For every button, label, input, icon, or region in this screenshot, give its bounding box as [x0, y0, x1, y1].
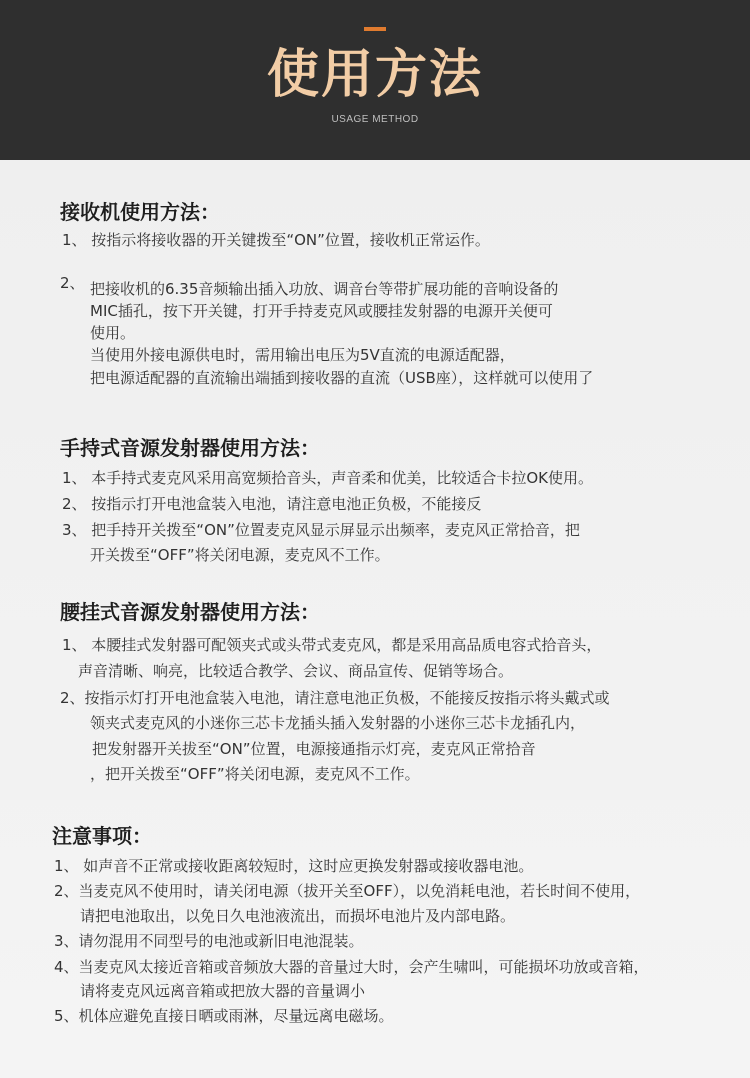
- receiver-line-4: 使用。: [90, 324, 136, 342]
- receiver-line-1: 1、 按指示将接收器的开关键拨至“ON”位置，接收机正常运作。: [62, 231, 490, 249]
- belt-line-6: ，把开关拨至“OFF”将关闭电源，麦克风不工作。: [90, 765, 420, 783]
- notes-line-2: 2、当麦克风不使用时，请关闭电源（拔开关至OFF），以免消耗电池，若长时间不使用，: [54, 882, 641, 900]
- page-title: 使用方法: [266, 45, 483, 105]
- receiver-line-5: 当使用外接电源供电时，需用输出电压为5V直流的电源适配器，: [90, 346, 515, 364]
- handheld-line-2: 2、 按指示打开电池盒装入电池，请注意电池正负极，不能接反: [62, 495, 482, 513]
- belt-line-4: 领夹式麦克风的小迷你三芯卡龙插头插入发射器的小迷你三芯卡龙插孔内，: [90, 714, 586, 732]
- handheld-heading: 手持式音源发射器使用方法：: [60, 436, 320, 460]
- receiver-heading: 接收机使用方法：: [60, 200, 220, 224]
- notes-line-3: 请把电池取出，以免日久电池液流出，而损坏电池片及内部电路。: [80, 907, 516, 925]
- belt-heading: 腰挂式音源发射器使用方法：: [60, 600, 320, 624]
- notes-line-6: 请将麦克风远离音箱或把放大器的音量调小: [80, 982, 366, 1000]
- receiver-line-6: 把电源适配器的直流输出端插到接收器的直流（USB座），这样就可以使用了: [90, 369, 594, 387]
- receiver-line-3: MIC插孔，按下开关键，打开手持麦克风或腰挂发射器的电源开关便可: [90, 302, 553, 320]
- notes-line-1: 1、 如声音不正常或接收距离较短时，这时应更换发射器或接收器电池。: [54, 857, 534, 875]
- belt-line-1: 1、 本腰挂式发射器可配领夹式或头带式麦克风，都是采用高品质电容式拾音头，: [62, 636, 602, 654]
- belt-line-3: 2、按指示灯打开电池盒装入电池，请注意电池正负极，不能接反按指示将头戴式或: [60, 689, 610, 707]
- notes-line-7: 5、机体应避免直接日晒或雨淋，尽量远离电磁场。: [54, 1007, 394, 1025]
- belt-line-2: 声音清晰、响亮，比较适合教学、会议、商品宣传、促销等场合。: [78, 662, 514, 680]
- notes-heading: 注意事项：: [52, 824, 152, 848]
- notes-line-5: 4、当麦克风太接近音箱或音频放大器的音量过大时，会产生啸叫，可能损坏功放或音箱，: [54, 958, 649, 976]
- handheld-line-4: 开关拨至“OFF”将关闭电源，麦克风不工作。: [90, 546, 390, 564]
- handheld-line-1: 1、 本手持式麦克风采用高宽频拾音头，声音柔和优美，比较适合卡拉OK使用。: [62, 469, 593, 487]
- page-subtitle: USAGE METHOD: [331, 114, 419, 125]
- belt-line-5: 把发射器开关拔至“ON”位置，电源接通指示灯亮，麦克风正常拾音: [92, 740, 536, 758]
- receiver-line-2-number: 2、: [60, 274, 85, 292]
- header-banner: [0, 0, 750, 160]
- handheld-line-3: 3、 把手持开关拨至“ON”位置麦克风显示屏显示出频率，麦克风正常拾音，把: [62, 521, 580, 539]
- receiver-line-2: 把接收机的6.35音频输出插入功放、调音台等带扩展功能的音响设备的: [90, 280, 559, 298]
- notes-line-4: 3、请勿混用不同型号的电池或新旧电池混装。: [54, 932, 364, 950]
- accent-bar: [364, 27, 386, 31]
